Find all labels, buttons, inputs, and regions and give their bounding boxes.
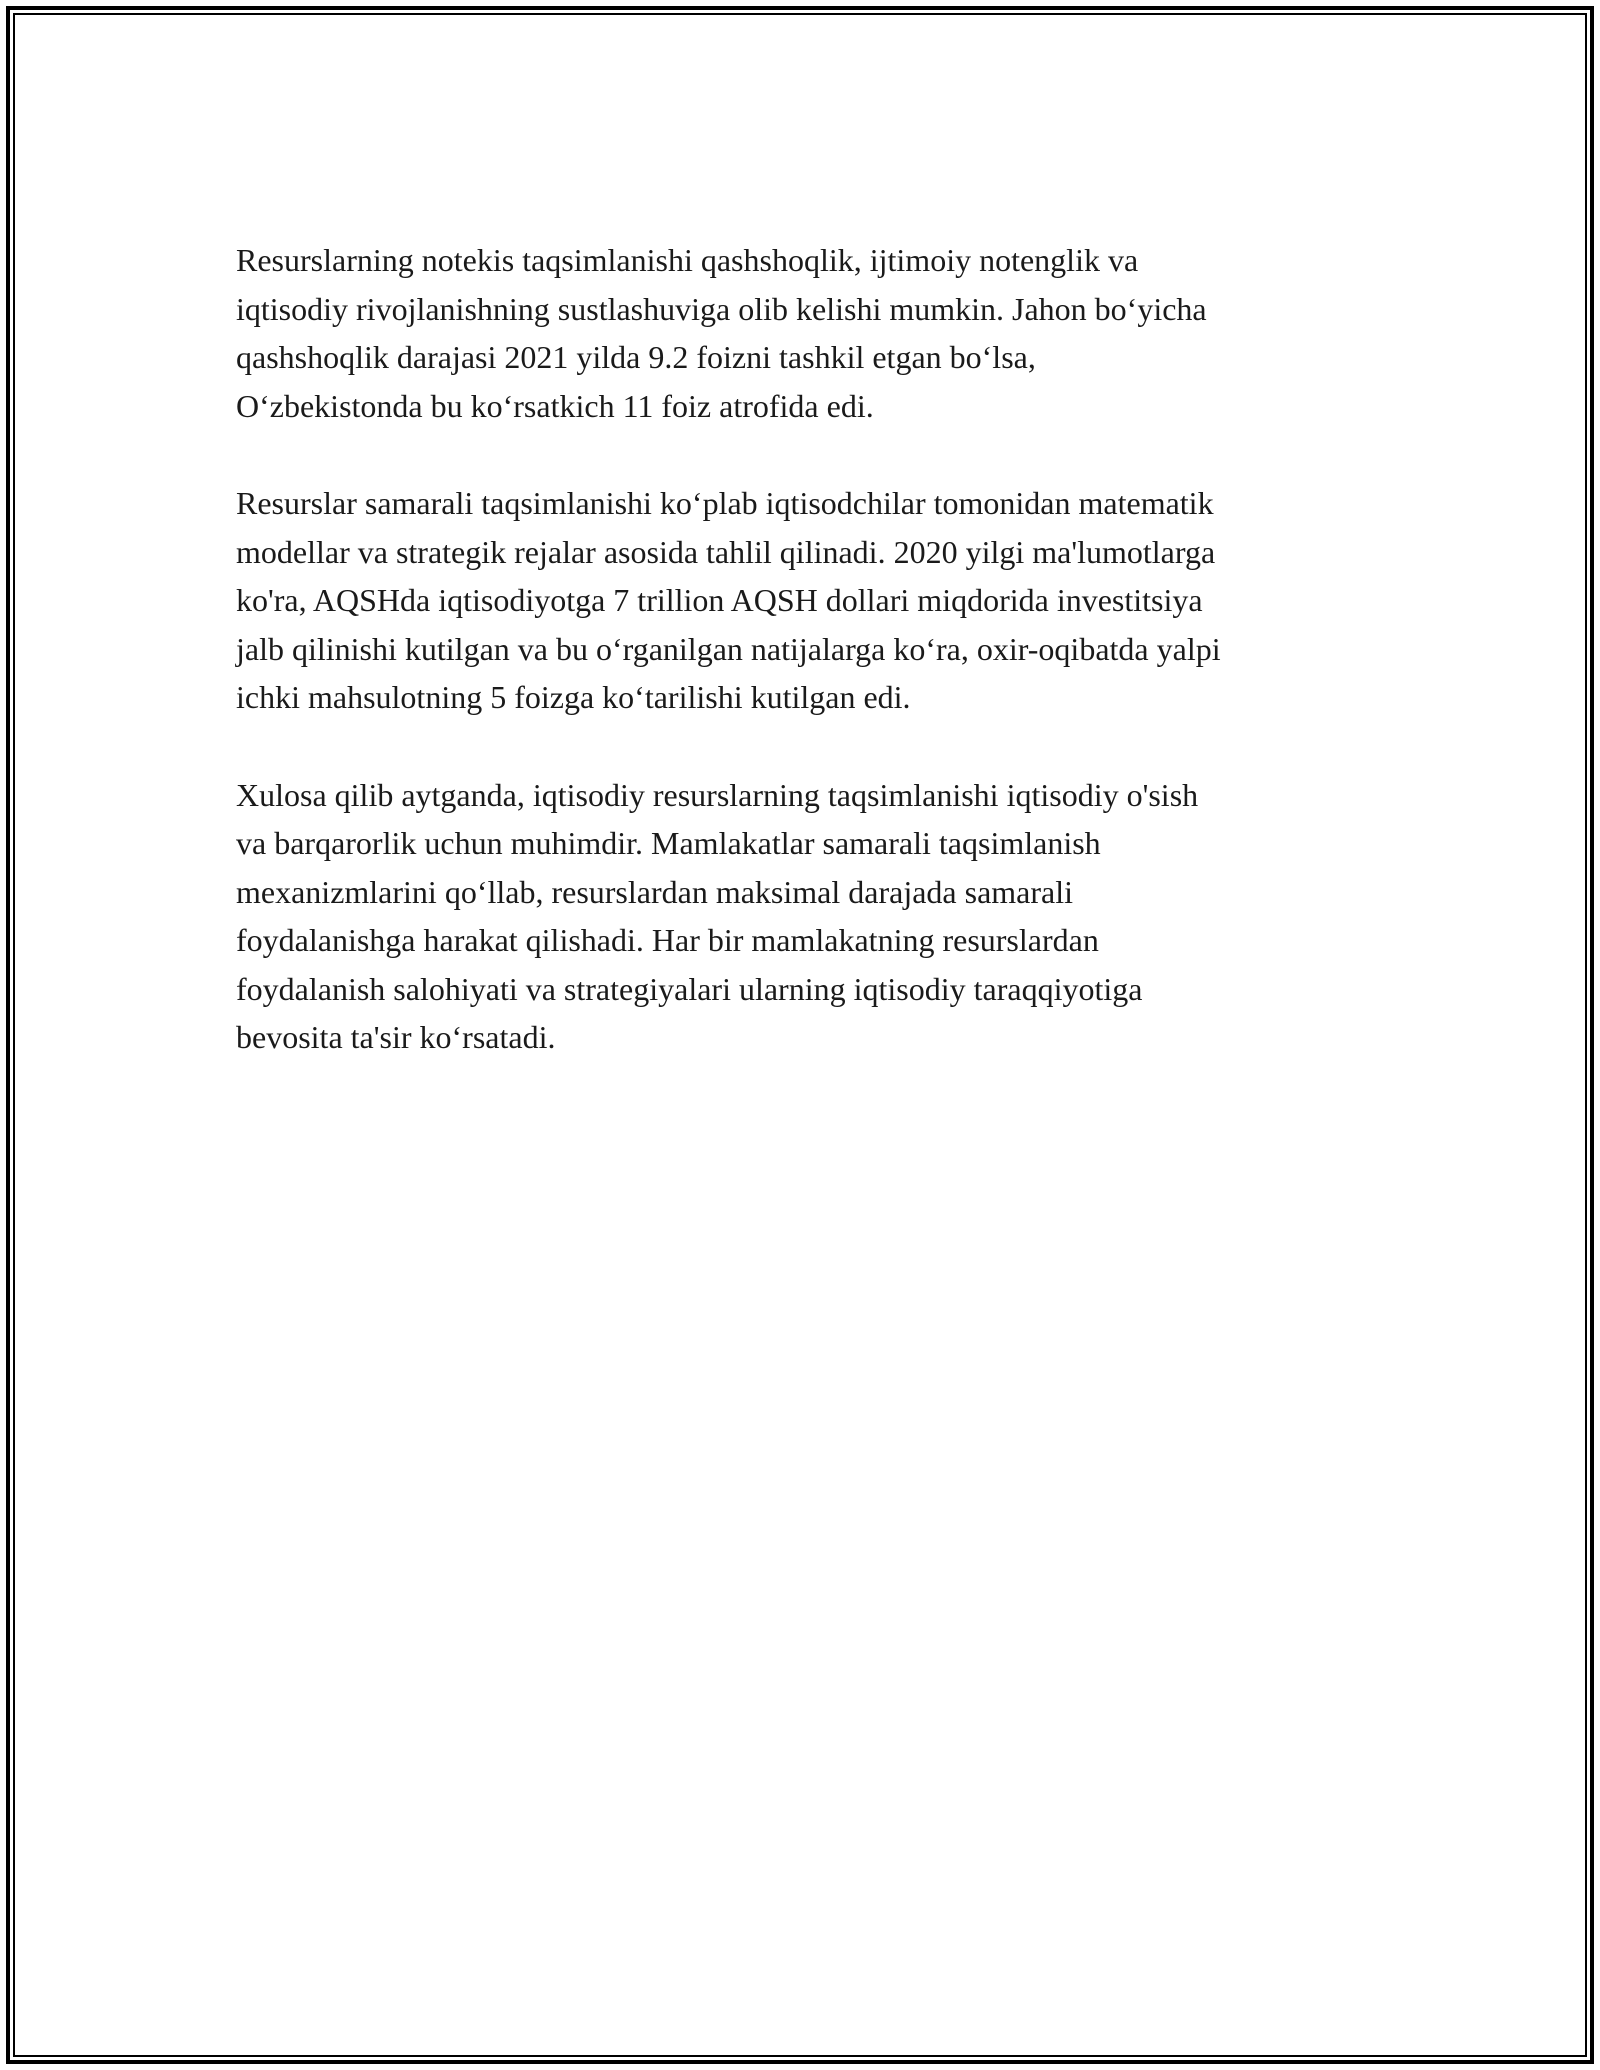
paragraph-conclusion: Xulosa qilib aytganda, iqtisodiy resurslarning taqsimlanishi iqtisodiy o'sish va barqarorlik uchun muhimdir. Mamlakatlar samarali taqsimlanish mexanizmlarini qo‘llab, resurslardan maksimal darajada samarali foydalanishga harakat qilishadi. Har bir mamlakatning resurslardan foydalanish salohiyati va strategiyalari ularning iqtisodiy taraqqiyotiga bevosita ta'sir ko‘rsatadi. <box>236 776 1199 1055</box>
paragraph-poverty: Resurslarning notekis taqsimlanishi qashshoqlik, ijtimoiy notenglik va iqtisodiy rivojlanishning sustlashuviga olib kelishi mumkin. Jahon bo‘yicha qashshoqlik darajasi 2021 yilda 9.2 foizni tashkil etgan bo‘lsa, O‘zbekistonda bu ko‘rsatkich 11 foiz atrofida edi. <box>236 242 1207 424</box>
paragraph-resource-allocation: Resurslar samarali taqsimlanishi ko‘plab iqtisodchilar tomonidan matematik modellar va strategik rejalar asosida tahlil qilinadi. 2020 yilgi ma'lumotlarga ko'ra, AQSHda iqtisodiyotga 7 trillion AQSH dollari miqdorida investitsiya jalb qilinishi kutilgan va bu o‘rganilgan natijalarga ko‘ra, oxir-oqibatda yalpi ichki mahsulotning 5 foizga ko‘tarilishi kutilgan edi. <box>236 485 1221 715</box>
document-body <box>236 236 1376 1111</box>
